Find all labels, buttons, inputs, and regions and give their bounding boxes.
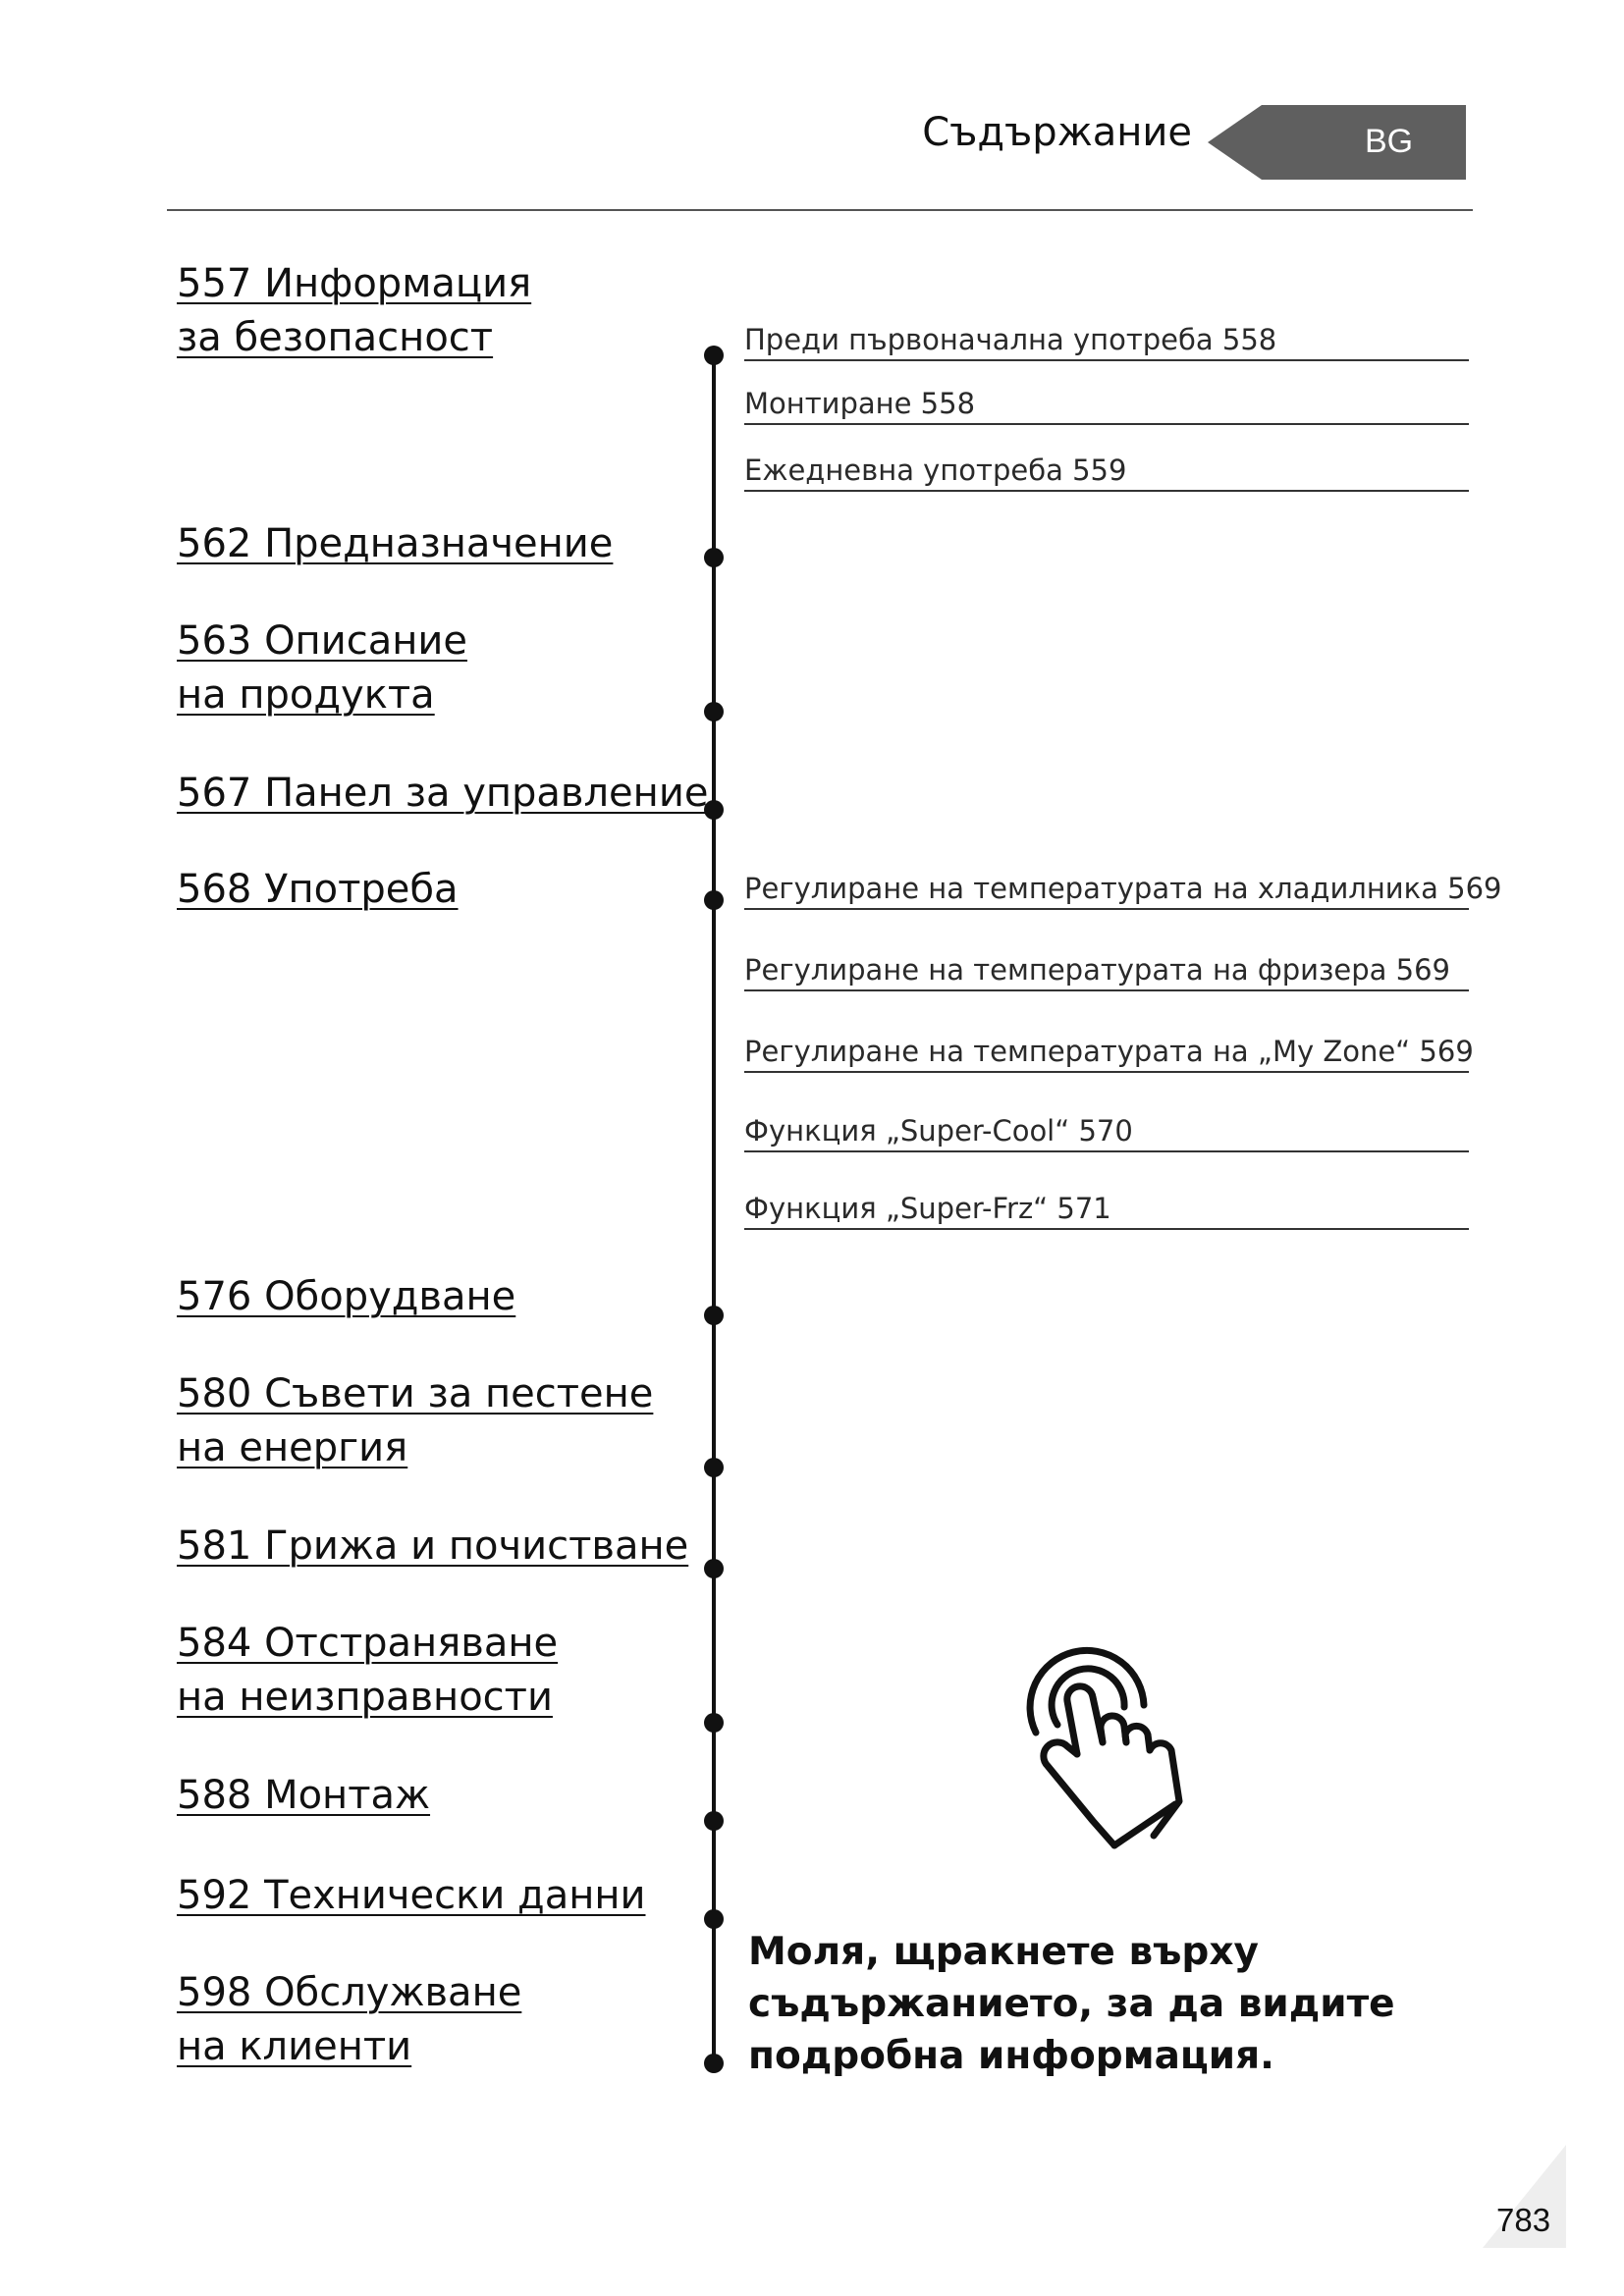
- toc-link-line: 557 Информация: [177, 261, 532, 306]
- toc-sublink[interactable]: Ежедневна употреба 559: [744, 451, 1469, 492]
- instruction-line: Моля, щракнете върху: [748, 1930, 1259, 1974]
- toc-link-energy-saving[interactable]: [177, 1367, 653, 1475]
- toc-link-line: 592 Технически данни: [177, 1873, 646, 1918]
- toc-sublink[interactable]: Функция „Super-Frz“ 571: [744, 1189, 1469, 1230]
- toc-sublink[interactable]: Функция „Super-Cool“ 570: [744, 1111, 1469, 1152]
- toc-link-line: на клиенти: [177, 2024, 412, 2069]
- toc-link-care-cleaning[interactable]: [177, 1520, 688, 1574]
- toc-link-line: 567 Панел за управление: [177, 771, 709, 816]
- toc-link-line: 562 Предназначение: [177, 521, 614, 566]
- timeline-dot: [704, 1306, 724, 1325]
- timeline-dot: [704, 1811, 724, 1831]
- toc-link-line: на неизправности: [177, 1675, 553, 1720]
- header-divider: [167, 209, 1473, 211]
- instruction-line: съдържанието, за да видите: [748, 1982, 1395, 2026]
- toc-sublink[interactable]: Регулиране на температурата на хладилника 569: [744, 869, 1469, 910]
- toc-sublink[interactable]: Регулиране на температурата на фризера 569: [744, 950, 1469, 991]
- toc-link-line: 581 Грижа и почистване: [177, 1523, 689, 1569]
- toc-link-line: 563 Описание: [177, 618, 467, 664]
- timeline-dot: [704, 1559, 724, 1578]
- timeline-dot: [704, 1458, 724, 1477]
- language-label: BG: [1365, 123, 1414, 160]
- toc-link-line: на енергия: [177, 1425, 408, 1470]
- toc-link-product-description[interactable]: [177, 614, 467, 722]
- toc-link-line: 584 Отстраняване: [177, 1621, 559, 1666]
- toc-link-line: 588 Монтаж: [177, 1773, 431, 1818]
- toc-link-customer-service[interactable]: [177, 1966, 521, 2074]
- page-title: Съдържание: [922, 110, 1192, 155]
- toc-link-control-panel[interactable]: [177, 767, 708, 821]
- toc-link-intended-use[interactable]: [177, 517, 613, 571]
- toc-link-line: 576 Оборудване: [177, 1274, 516, 1319]
- instruction-text: [748, 1926, 1395, 2082]
- timeline-line: [712, 351, 716, 2065]
- toc-link-line: за безопасност: [177, 315, 494, 360]
- toc-link-usage[interactable]: [177, 863, 459, 917]
- toc-sublink[interactable]: Преди първоначална употреба 558: [744, 320, 1469, 361]
- timeline-dot: [704, 2054, 724, 2073]
- toc-link-line: 580 Съвети за пестене: [177, 1371, 654, 1416]
- timeline-dot: [704, 346, 724, 365]
- toc-link-line: на продукта: [177, 672, 435, 718]
- toc-link-line: 568 Употреба: [177, 867, 459, 912]
- page-number: 783: [1496, 2202, 1551, 2238]
- language-tab: [1208, 103, 1468, 182]
- timeline-dot: [704, 890, 724, 910]
- hand-pointer-icon: [1006, 1644, 1203, 1850]
- toc-link-technical-data[interactable]: [177, 1869, 646, 1923]
- timeline-dot: [704, 1713, 724, 1733]
- toc-sublink[interactable]: Монтиране 558: [744, 384, 1469, 425]
- toc-link-equipment[interactable]: [177, 1270, 515, 1324]
- toc-link-installation[interactable]: [177, 1769, 430, 1823]
- timeline-dot: [704, 702, 724, 721]
- toc-link-troubleshooting[interactable]: [177, 1617, 558, 1725]
- toc-link-line: 598 Обслужване: [177, 1970, 522, 2015]
- instruction-line: подробна информация.: [748, 2034, 1274, 2078]
- timeline-dot: [704, 1909, 724, 1929]
- toc-sublink[interactable]: Регулиране на температурата на „My Zone“ 569: [744, 1032, 1469, 1073]
- toc-link-safety[interactable]: [177, 257, 531, 365]
- timeline-dot: [704, 548, 724, 567]
